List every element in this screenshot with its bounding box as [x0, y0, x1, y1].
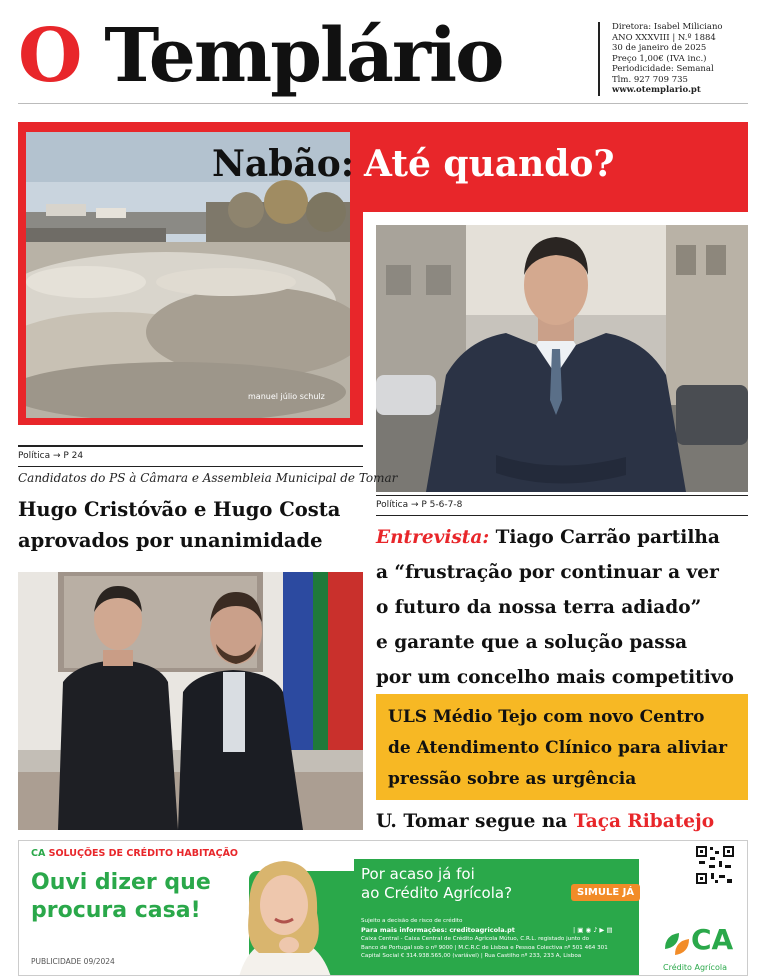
ad-publicidade: PUBLICIDADE 09/2024 — [31, 957, 115, 966]
uls-line-1: ULS Médio Tejo com novo Centro — [388, 707, 705, 727]
ad-question-1: Por acaso já foi — [361, 865, 475, 883]
uls-line-3: pressão sobre as urgência — [388, 769, 637, 789]
ad-small-4: Banco de Portugal sob o nº 9000 | M.C.R.C de Lisboa e Pessoa Colectiva nº 501 464 301 — [361, 944, 608, 951]
simule-ja-button[interactable]: SIMULE JÁ — [571, 884, 640, 901]
interview-top-rule — [376, 495, 748, 496]
ad-question-2: ao Crédito Agrícola? — [361, 884, 513, 902]
nabao-keyword: Nabão: — [212, 143, 355, 185]
lead-kicker[interactable]: Política → P 24 — [18, 451, 84, 461]
ad-small-2-text: Para mais informações: creditoagricola.pt — [361, 925, 515, 934]
masthead-divider — [18, 103, 748, 104]
masthead — [18, 12, 748, 102]
ad-question — [361, 865, 512, 903]
meta-price: Preço 1,00€ (IVA inc.) — [612, 53, 707, 64]
lead-headline[interactable] — [18, 494, 363, 556]
candidates-image — [18, 572, 363, 830]
uls-news-box[interactable] — [376, 694, 748, 800]
ad-logo-ca: CA — [691, 923, 734, 956]
interview-portrait[interactable] — [376, 225, 748, 492]
meta-phone: Tlm. 927 709 735 — [612, 74, 688, 85]
logo-o: O — [18, 13, 81, 99]
qr-code-icon[interactable] — [695, 845, 735, 885]
meta-issue: ANO XXXVIII | N.º 1884 — [612, 32, 716, 43]
newspaper-logo[interactable] — [18, 12, 502, 100]
photo-credit: manuel júlio schulz — [248, 392, 325, 401]
ad-logo-caption: Crédito Agrícola — [663, 963, 727, 972]
lead-headline-line-2: aprovados por unanimidade — [18, 529, 323, 552]
ad-category — [31, 848, 238, 859]
ad-woman-image — [219, 853, 349, 976]
lead-subheadline: Candidatos do PS à Câmara e Assembleia Municipal de Tomar — [18, 471, 398, 485]
nabao-question: Até quando? — [364, 143, 615, 185]
interview-line-4: e garante que a solução passa — [376, 632, 688, 653]
ad-disclaimer — [361, 917, 646, 961]
ad-category-text: SOLUÇÕES DE CRÉDITO HABITAÇÃO — [48, 848, 238, 859]
tomar-highlight: Taça Ribatejo — [573, 811, 715, 832]
social-icons[interactable]: | ▣ ◉ ♪ ▶ ▤ — [573, 926, 613, 934]
candidates-photo[interactable] — [18, 572, 363, 830]
interview-kicker-rule — [376, 515, 748, 516]
portrait-image — [376, 225, 748, 492]
meta-periodicity: Periodicidade: Semanal — [612, 64, 714, 74]
lead-headline-line-1: Hugo Cristóvão e Hugo Costa — [18, 498, 341, 521]
ad-small-1: Sujeito a decisão de risco de crédito — [361, 918, 463, 924]
ad-small-3: Caixa Central - Caixa Central de Crédito Agrícola Mútuo, C.R.L. registado junto do — [361, 936, 590, 942]
lead-top-rule — [18, 445, 363, 447]
tomar-headline[interactable] — [376, 806, 714, 838]
interview-line-5: por um concelho mais competitivo — [376, 667, 734, 688]
meta-date: 30 de janeiro de 2025 — [612, 43, 707, 53]
logo-name: Templário — [104, 13, 503, 99]
meta-website-link[interactable]: www.otemplario.pt — [612, 85, 701, 95]
meta-director: Diretora: Isabel Miliciano — [612, 22, 723, 32]
interview-line-1-text: Tiago Carrão partilha — [495, 527, 720, 548]
interview-kicker[interactable]: Política → P 5-6-7-8 — [376, 500, 463, 510]
interview-line-2: a “frustração por continuar a ver — [376, 562, 719, 583]
leaf-icon — [661, 929, 691, 959]
masthead-meta — [598, 22, 753, 96]
credito-agricola-logo — [659, 925, 745, 975]
interview-line-3: o futuro da nossa terra adiado” — [376, 597, 702, 618]
ad-small-5: Capital Social € 314.938.565,00 (variável) | Rua Castilho nº 233, 233 A, Lisboa — [361, 953, 582, 959]
interview-headline[interactable] — [376, 520, 756, 695]
ad-headline: Ouvi dizer que procura casa! — [31, 870, 211, 923]
tomar-text: U. Tomar segue na — [376, 811, 568, 832]
credito-agricola-ad[interactable] — [18, 840, 748, 976]
ad-category-ca: CA — [31, 848, 46, 859]
interview-line-1 — [376, 520, 756, 555]
interview-label: Entrevista: — [376, 527, 490, 548]
lead-kicker-rule — [18, 466, 363, 467]
uls-line-2: de Atendimento Clínico para aliviar — [388, 738, 728, 758]
nabao-headline[interactable] — [212, 140, 615, 188]
